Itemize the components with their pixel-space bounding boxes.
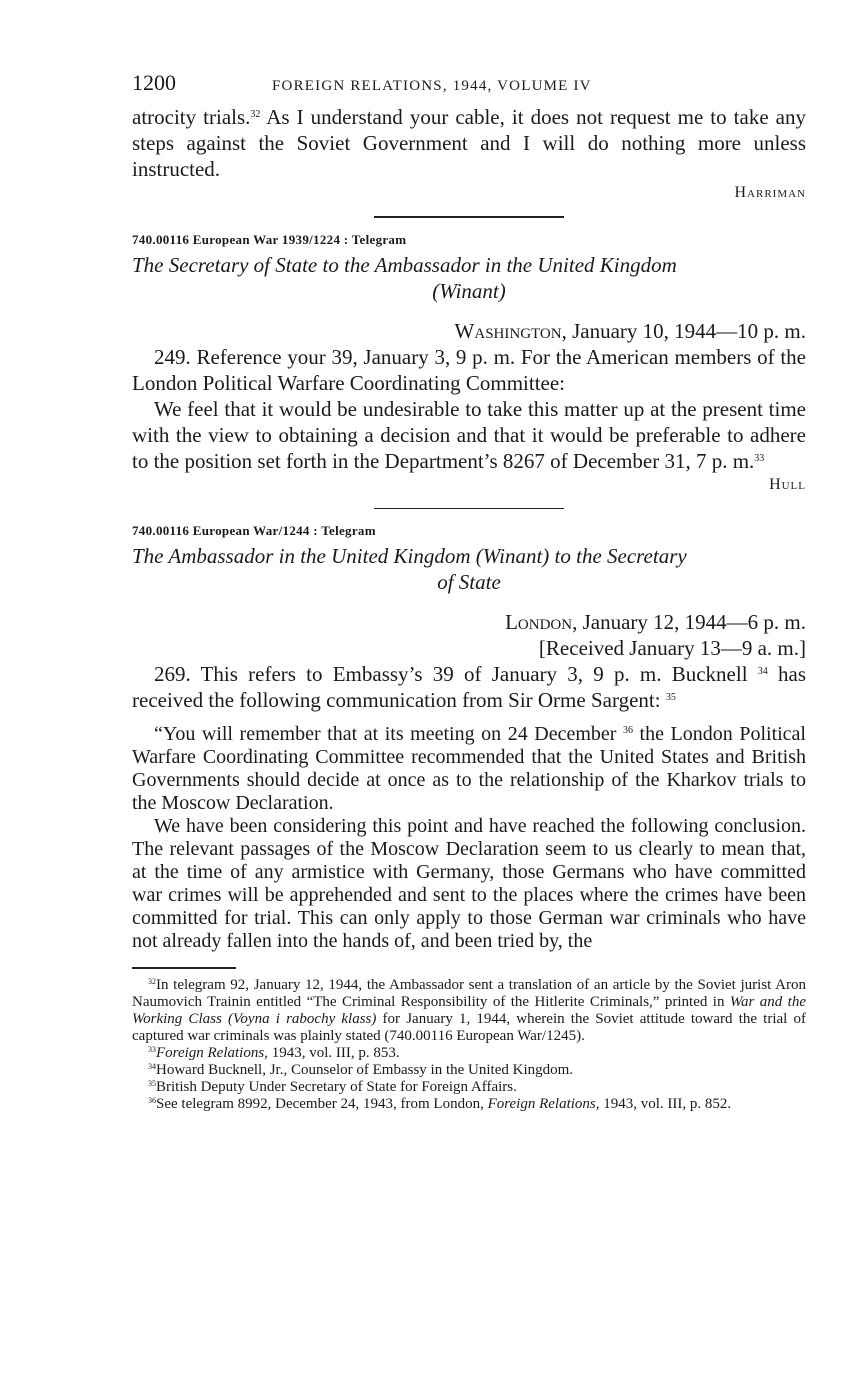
telegram-paragraph: 249. Reference your 39, January 3, 9 p. m. For the American members of the London Political Warfare Coordinating Committee: bbox=[132, 344, 806, 395]
continued-paragraph: atrocity trials.$^{32}$ As I understand your cable, it does not request me to take any steps against the Soviet Government and I will do nothing more unless instructed. bbox=[132, 105, 806, 181]
footnote: $^{32}$In telegram 92, January 12, 1944, the Ambassador sent a translation of an article by the Soviet jurist Aron Naumovich Trainin entitled “The Criminal Responsibility of the Hitlerite Criminals,” printed in War and the Working Class (Voyna i rabochy klass) for January 1, 1944, wherein the Soviet attitude toward the trial of captured war criminals was plainly stated (740.00116 European War/1245). bbox=[132, 976, 806, 1044]
footnotes bbox=[132, 977, 806, 1113]
document-title-cont: of State bbox=[437, 570, 501, 595]
signature-harriman: Harriman bbox=[734, 184, 806, 201]
footnote-ref[interactable]: 36 bbox=[623, 725, 633, 737]
footnote-ref[interactable]: 32 bbox=[250, 109, 261, 120]
quoted-paragraph: We have been considering this point and have reached the following conclusion. The relevant passages of the Moscow Declaration seem to us clearly to mean that, at the time of any armistice with Germany, those Germans who have committed war crimes will be apprehended and sent to the places where the crimes have been committed for trial. This can only apply to those German war criminals who have not already fallen into the hands of, and been tried by, the bbox=[132, 815, 806, 953]
section-divider bbox=[374, 508, 564, 510]
document-title-cont: (Winant) bbox=[432, 278, 506, 303]
page-number: 1200 bbox=[132, 70, 176, 95]
received-line: [Received January 13—9 a. m.] bbox=[538, 636, 806, 661]
document-title: The Secretary of State to the Ambassador in the United Kingdom bbox=[132, 252, 677, 277]
footnote-ref[interactable]: 33 bbox=[754, 452, 765, 464]
page-header bbox=[132, 70, 806, 104]
footnote: $^{35}$British Deputy Under Secretary of State for Foreign Affairs. bbox=[148, 1078, 517, 1095]
telegram-paragraph: We feel that it would be undesirable to take this matter up at the present time with the view to obtaining a decision and that it would be preferable to adhere to the position set forth in the Department’s 8267 of December 31, 7 p. m.$^{33}$ bbox=[132, 396, 806, 473]
footnote: $^{36}$See telegram 8992, December 24, 1943, from London, Foreign Relations, 1943, vol. III, p. 852. bbox=[148, 1095, 732, 1112]
running-head: FOREIGN RELATIONS, 1944, VOLUME IV bbox=[272, 78, 592, 94]
file-reference: 740.00116 European War/1244 : Telegram bbox=[132, 523, 376, 539]
section-divider bbox=[374, 216, 564, 218]
footnote: $^{33}$Foreign Relations, 1943, vol. III, p. 853. bbox=[148, 1044, 400, 1061]
telegram-paragraph: 269. This refers to Embassy’s 39 of January 3, 9 p. m. Bucknell $^{34}$ has received the following communication from Sir Orme Sargent: $^{35}$ bbox=[132, 662, 806, 713]
signature-hull: Hull bbox=[769, 475, 806, 493]
dateline: Washington, January 10, 1944—10 p. m. bbox=[454, 318, 806, 343]
dateline: London, January 12, 1944—6 p. m. bbox=[505, 610, 806, 635]
document-page bbox=[132, 70, 806, 1113]
footnote: $^{34}$Howard Bucknell, Jr., Counselor of Embassy in the United Kingdom. bbox=[148, 1061, 574, 1078]
file-reference: 740.00116 European War 1939/1224 : Telegram bbox=[132, 231, 407, 247]
quoted-paragraph: “You will remember that at its meeting on 24 December $^{36}$ the London Political Warfare Coordinating Committee recommended that the United States and British Governments should decide at once as to the relationship of the Kharkov trials to the Moscow Declaration. bbox=[132, 723, 806, 815]
document-title: The Ambassador in the United Kingdom (Winant) to the Secretary bbox=[132, 544, 687, 569]
footnote-divider bbox=[132, 967, 236, 968]
footnote-ref[interactable]: 34 bbox=[757, 666, 768, 678]
footnote-ref[interactable]: 35 bbox=[665, 692, 676, 704]
